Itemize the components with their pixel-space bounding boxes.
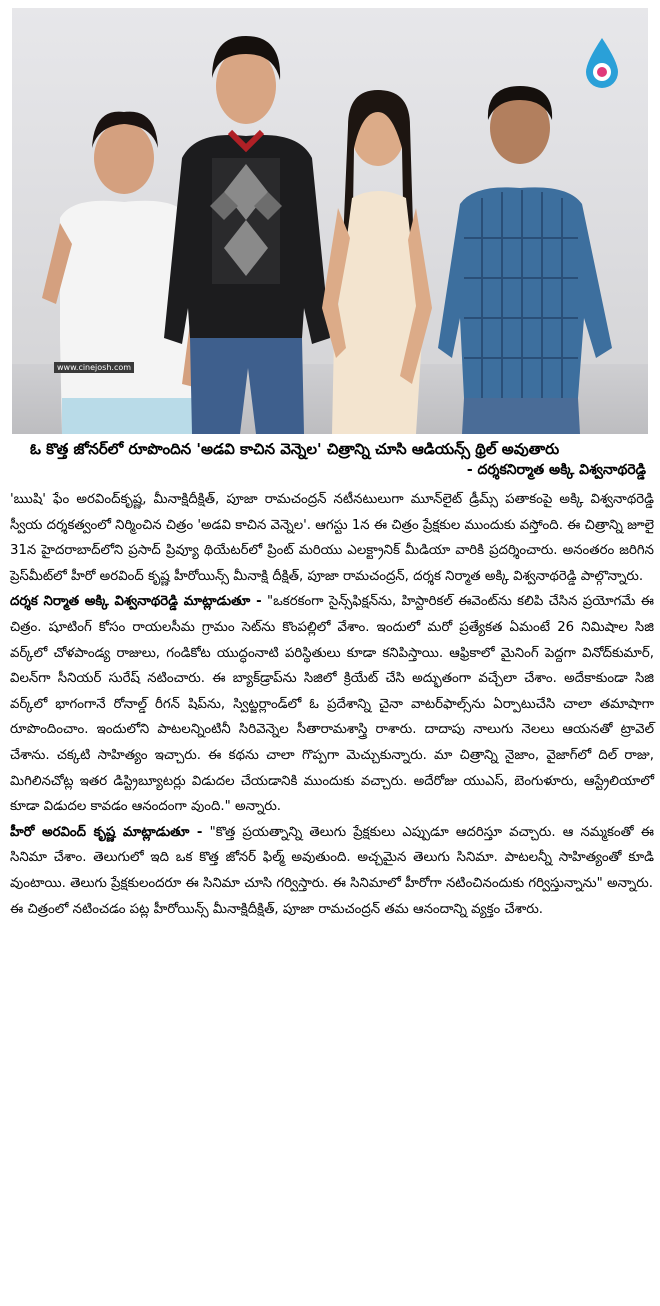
photo-watermark: www.cinejosh.com: [54, 362, 134, 373]
paragraph-2-text: "ఒకరకంగా సైన్స్‌ఫిక్షన్‌ను, హిస్టారికల్ ఈవెంట్‌ను కలిపి చేసిన ప్రయోగమే ఈ చిత్రం. షూటింగ్ కోసం రాయలసీమ గ్రామం సెట్‌ను కొంపల్లిలో వేశాం. ఇందులో మరో ప్రత్యేకత ఏమంటే 26 నిమిషాల సిజి వర్క్‌లో చోళపాండ్య రాజులు, గండికోట యుద్ధంనాటి పరిస్థితులు కూడా కనిపిస్తాయి. ఆఫ్రికాలో మైనింగ్ పెద్దగా వినోద్‌కుమార్, విలన్‌గా సీనియర్ సురేష్ నటించారు. ఈ బ్యాక్‌డ్రాప్‌ను సిజిలో క్రియేట్ చేసి అద్భుతంగా వచ్చేలా చేశాం. అదేకాకుండా సిజి వర్క్‌లో భాగంగానే రోనాల్డ్ రీగన్ షిప్‌ను, స్విట్జర్లాండ్‌లో ఓ ప్రదేశాన్ని చైనా వాటర్‌ఫాల్స్‌ను ఏర్పాటుచేసి చాలా తమాషాగా రూపొందించాం. ఇందులోని పాటలన్నింటినీ సిరివెన్నెల సీతారామశాస్త్రి రాశారు. దాదాపు నాలుగు నెలలు ఆయనతో ట్రావెల్ చేశాను. చక్కటి సాహిత్యం ఇచ్చారు. ఈ కథను చాలా గొప్పగా మెచ్చుకున్నారు. మా చిత్రాన్ని నైజాం, వైజాగ్‌లో దిల్ రాజు, మిగిలినచోట్ల ఇతర డిస్ట్రిబ్యూటర్లు విడుదల చేయడానికి ముందుకు వచ్చారు. అదేరోజు యుఎస్, బెంగుళూరు, ఆస్ట్రేలియాలో కూడా విడుదల కావడం ఆనందంగా వుంది." అన్నారు.: [10, 594, 654, 815]
person-woman-cream-dress: [322, 90, 432, 434]
paragraph-3-lead: హీరో అరవింద్ కృష్ణ మాట్లాడుతూ -: [10, 824, 203, 840]
paragraph-3: [10, 820, 654, 897]
article-body: [10, 487, 654, 922]
person-man-blue-check-shirt: [438, 86, 612, 434]
paragraph-1: 'ఋషి' ఫేం అరవింద్‌కృష్ణ, మీనాక్షిదీక్షిత్, పూజా రామచంద్రన్ నటీనటులుగా మూన్‌లైట్ డ్రీమ్స్ పతాకంపై అక్కి విశ్వనాథరెడ్డి స్వీయ దర్శకత్వంలో నిర్మించిన చిత్రం 'అడవి కాచిన వెన్నెల'. ఆగస్టు 1న ఈ చిత్రం ప్రేక్షకుల ముందుకు వస్తోంది. ఈ చిత్రాన్ని జూలై 31న హైదరాబాద్‌లోని ప్రసాద్ ప్రివ్యూ థియేటర్‌లో ప్రింట్ మరియు ఎలక్ట్రానిక్ మీడియా వారికి ప్రదర్శించారు. అనంతరం జరిగిన ప్రెస్‌మీట్‌లో హీరో అరవింద్ కృష్ణ హీరోయిన్స్ మీనాక్షి దీక్షిత్, పూజా రామచంద్రన్, దర్శక నిర్మాత అక్కి విశ్వనాథరెడ్డి పాల్గొన్నారు.: [10, 492, 654, 584]
press-meet-photo: [12, 8, 648, 434]
cinejosh-drop-logo-icon: [582, 36, 622, 88]
paragraph-2-lead: దర్శక నిర్మాత అక్కి విశ్వనాథరెడ్డి మాట్లాడుతూ -: [10, 594, 262, 610]
paragraph-2: [10, 589, 654, 819]
article-headline: ఓ కొత్త జోనర్‌లో రూపొందిన 'అడవి కాచిన వెన్నెల' చిత్రాన్ని చూసి ఆడియన్స్ థ్రిల్ అవుతారు: [30, 440, 560, 458]
paragraph-4: ఈ చిత్రంలో నటించడం పట్ల హీరోయిన్స్ మీనాక్షిదీక్షిత్, పూజా రామచంద్రన్ తమ ఆనందాన్ని వ్యక్తం చేశారు.: [10, 901, 544, 917]
paragraph-3-text: "కొత్త ప్రయత్నాన్ని తెలుగు ప్రేక్షకులు ఎప్పుడూ ఆదరిస్తూ వచ్చారు. ఆ నమ్మకంతో ఈ సినిమా చేశాం. తెలుగులో ఇది ఒక కొత్త జోనర్ ఫిల్మ్ అవుతుంది. అచ్చమైన తెలుగు సినిమా. పాటలన్నీ సాహిత్యంతో కూడి వుంటాయి. తెలుగు ప్రేక్షకులందరూ ఈ సినిమా చూసి గర్విస్తారు. ఈ సినిమాలో హీరోగా నటించినందుకు గర్విస్తున్నాను" అన్నారు.: [10, 824, 654, 891]
article-byline: - దర్శకనిర్మాత అక్కి విశ్వనాథరెడ్డి: [466, 462, 646, 478]
